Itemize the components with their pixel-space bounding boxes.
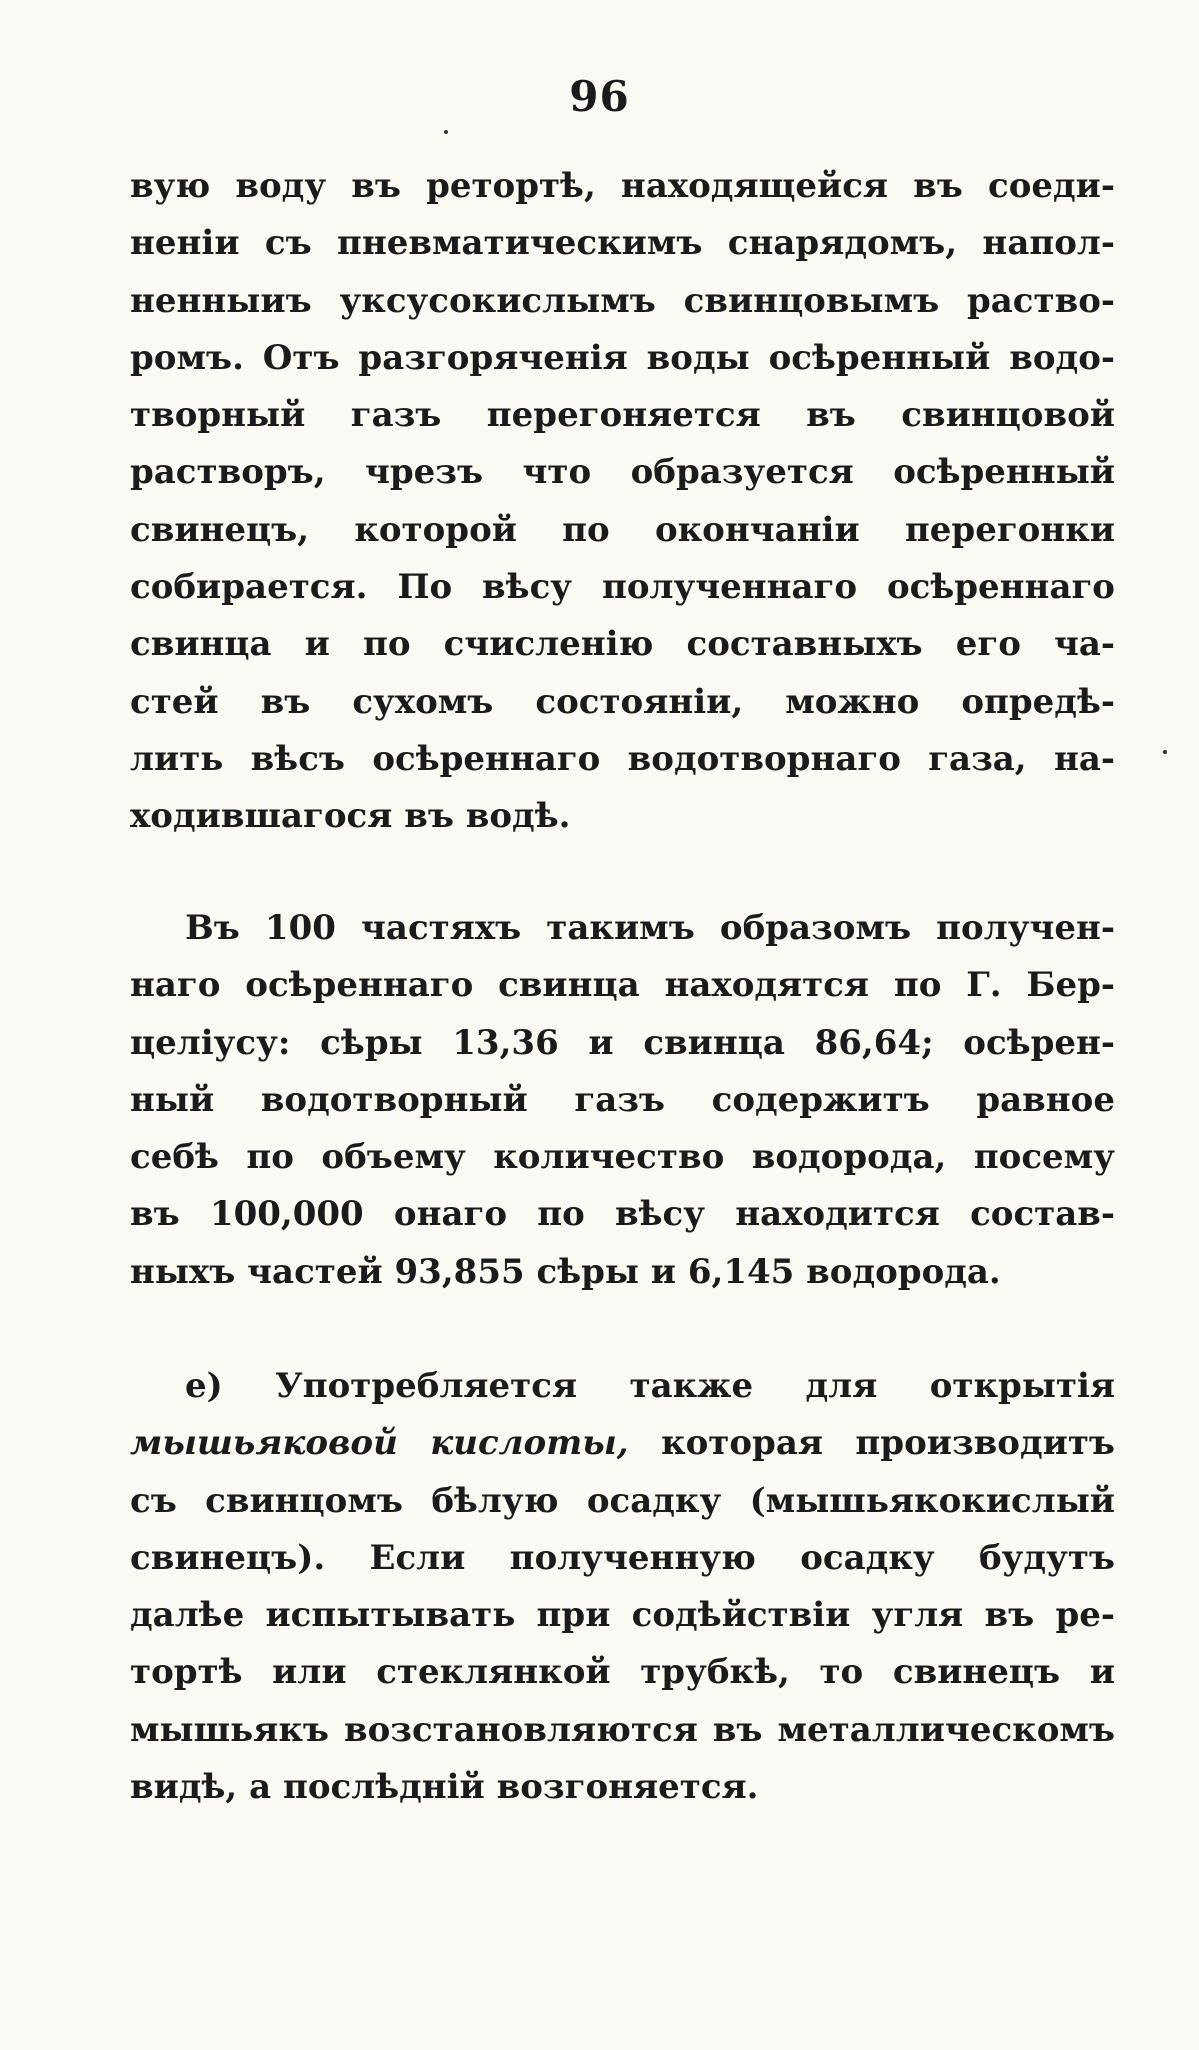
page-number: 96 bbox=[569, 72, 630, 121]
text-line: е) Употребляется также для открытія bbox=[185, 1366, 1115, 1406]
text-line: свинецъ). Если полученную осадку будутъ bbox=[130, 1537, 1115, 1578]
text-line: въ 100,000 онаго по вѣсу находится состав- bbox=[130, 1194, 1115, 1235]
text-line: неніи съ пневматическимъ снарядомъ, напол- bbox=[130, 223, 1115, 264]
text-line: растворъ, чрезъ что образуется осѣренный bbox=[130, 452, 1115, 493]
text-line: лить вѣсъ осѣреннаго водотворнаго газа, на- bbox=[130, 738, 1115, 779]
italic-term: мышьяковой кислоты, bbox=[130, 1423, 629, 1464]
paragraph-1 bbox=[130, 158, 1115, 846]
text-line: свинецъ, которой по окончаніи перегонки bbox=[130, 509, 1115, 550]
text-line: ныхъ частей 93,855 сѣры и 6,145 водорода. bbox=[130, 1251, 1001, 1292]
text-line: видѣ, а послѣдній возгоняется. bbox=[130, 1767, 759, 1808]
text-line: съ свинцомъ бѣлую осадку (мышьякокислый bbox=[130, 1480, 1115, 1521]
text-line: ный водотворный газъ содержитъ равное bbox=[130, 1079, 1115, 1120]
text-line: тортѣ или стеклянкой трубкѣ, то свинецъ и bbox=[130, 1652, 1115, 1693]
text-line: наго осѣреннаго свинца находятся по Г. Бер- bbox=[130, 965, 1115, 1006]
text-line: вую воду въ ретортѣ, находящейся въ соеди- bbox=[130, 166, 1115, 206]
text-line: ходившагося въ водѣ. bbox=[130, 796, 571, 837]
text-line: Въ 100 частяхъ такимъ образомъ получен- bbox=[185, 908, 1115, 948]
text-line: свинца и по счисленію составныхъ его ча- bbox=[130, 624, 1115, 665]
text-line: далѣе испытывать при содѣйствіи угля въ ре- bbox=[130, 1595, 1115, 1636]
text-line: целіусу: сѣры 13,36 и свинца 86,64; осѣрен- bbox=[130, 1022, 1115, 1063]
paragraph-2 bbox=[130, 900, 1115, 1301]
text-line: собирается. По вѣсу полученнаго осѣреннаго bbox=[130, 567, 1115, 608]
text-line: ненныиъ уксусокислымъ свинцовымъ раство- bbox=[130, 280, 1115, 321]
print-speck bbox=[1163, 750, 1167, 754]
text-line: мышьякъ возстановляются въ металлическомъ bbox=[130, 1709, 1115, 1750]
text-line bbox=[130, 1415, 1115, 1472]
text-line: себѣ по объему количество водорода, посему bbox=[130, 1137, 1115, 1178]
text-line: творный газъ перегоняется въ свинцовой bbox=[130, 395, 1115, 436]
print-speck bbox=[444, 130, 448, 134]
text-fragment: которая производитъ bbox=[661, 1423, 1115, 1464]
text-line: ромъ. Отъ разгоряченія воды осѣренный водо- bbox=[130, 337, 1115, 378]
paragraph-3 bbox=[130, 1358, 1115, 1816]
text-line: стей въ сухомъ состояніи, можно опредѣ- bbox=[130, 681, 1115, 722]
